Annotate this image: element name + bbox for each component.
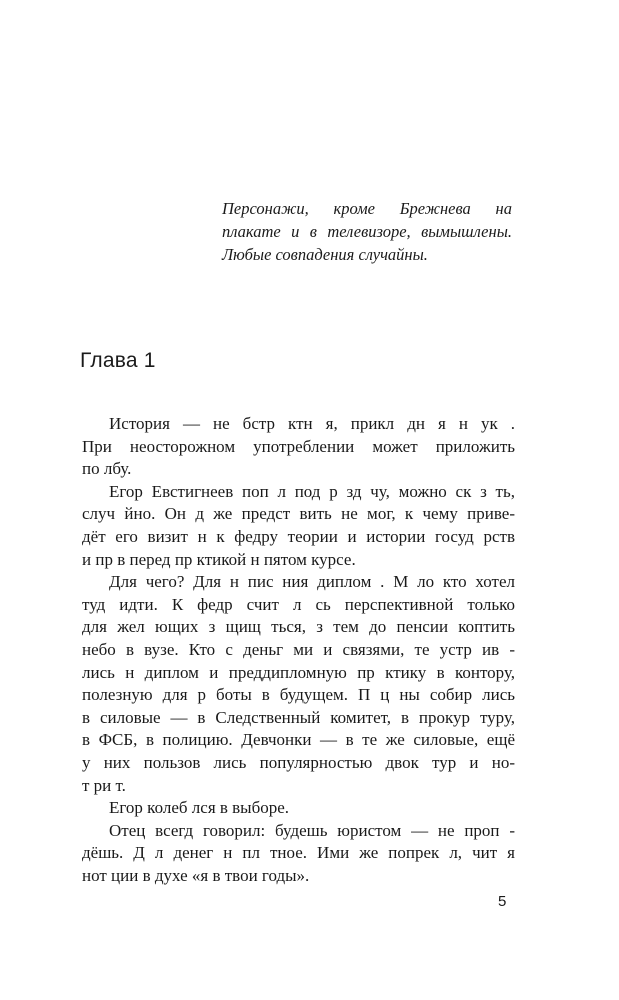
body-line: Отец всегд говорил: будешь юристом — не проп - <box>109 820 515 840</box>
epigraph-line: Персонажи, кроме Брежнева на <box>222 199 512 218</box>
body-line: для жел ющих з щищ ться, з тем до пенсии коптить <box>82 617 515 637</box>
epigraph <box>222 197 512 266</box>
body-line: Для чего? Для н пис ния диплом . М ло кто хотел <box>109 572 515 592</box>
body-text <box>82 413 515 887</box>
body-line: туд идти. К федр счит л сь перспективной только <box>82 594 515 614</box>
body-line: по лбу. <box>82 459 132 479</box>
chapter-title: Глава 1 <box>80 349 156 372</box>
body-line: т ри т. <box>82 775 126 795</box>
page-number: 5 <box>498 893 507 910</box>
body-line: дёшь. Д л денег н пл тное. Ими же попрек л, чит я <box>82 843 515 863</box>
body-line: История — не бстр ктн я, прикл дн я н ук . <box>109 414 515 433</box>
body-line: лись н диплом и преддипломную пр ктику в контору, <box>82 662 515 682</box>
epigraph-line: плакате и в телевизоре, вымышлены. <box>222 222 512 241</box>
body-line: Егор Евстигнеев поп л под р зд чу, можно ск з ть, <box>109 481 515 501</box>
body-line: Егор колеб лся в выборе. <box>109 798 290 818</box>
body-line: небо в вузе. Кто с деньг ми и связями, те устр ив - <box>82 639 515 659</box>
body-line: дёт его визит н к федру теории и истории госуд рств <box>82 526 515 546</box>
body-line: полезную для р боты в будущем. П ц ны собир лись <box>82 685 515 705</box>
body-line: в силовые — в Следственный комитет, в прокур туру, <box>82 707 515 727</box>
body-line: нот ции в духе «я в твои годы». <box>82 865 310 885</box>
body-line: случ йно. Он д же предст вить не мог, к чему приве- <box>82 504 515 524</box>
body-line: При неосторожном употреблении может приложить <box>82 436 515 456</box>
epigraph-line: Любые совпадения случайны. <box>222 245 428 264</box>
body-line: и пр в перед пр ктикой н пятом курсе. <box>82 549 356 569</box>
body-line: в ФСБ, в полицию. Девчонки — в те же силовые, ещё <box>82 730 515 750</box>
body-line: у них пользов лись популярностью двок тур и но- <box>82 752 515 772</box>
